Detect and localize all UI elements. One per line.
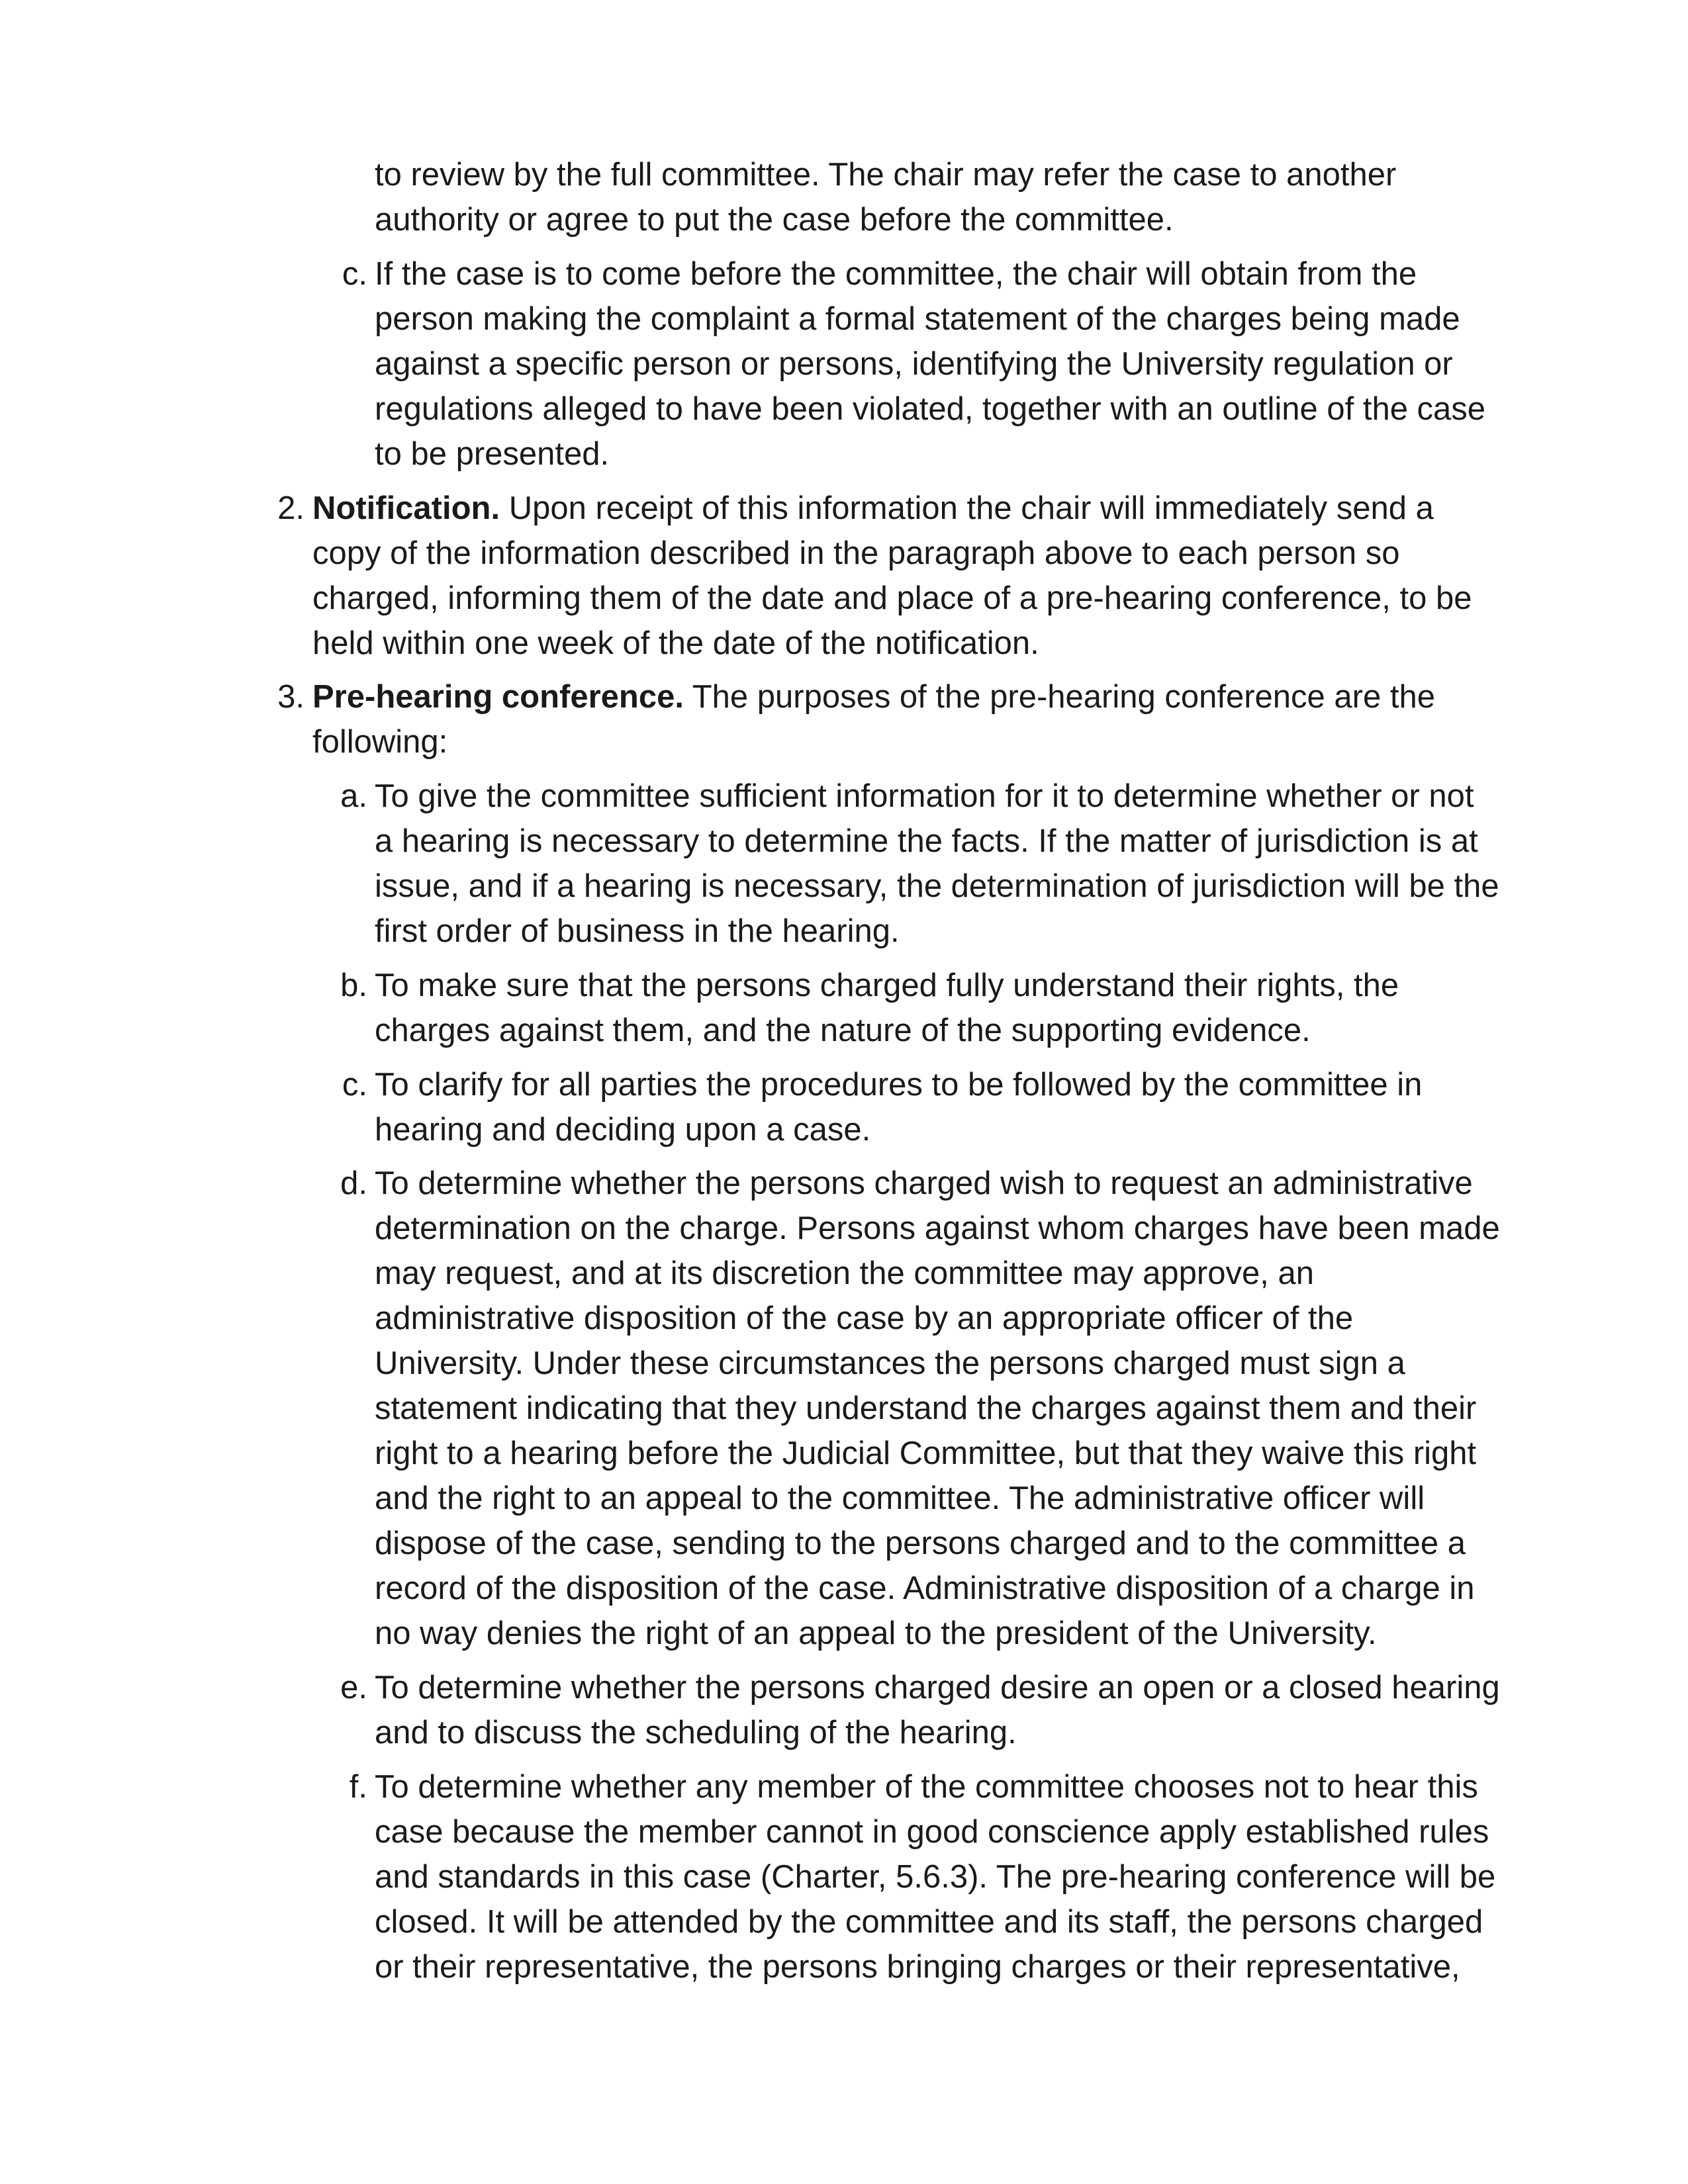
item-1c-line: against a specific person or persons, identifying the University regulation or [375,346,1453,382]
list-marker-3c: c. [342,1067,367,1103]
item-3d-line: no way denies the right of an appeal to the president of the University. [375,1615,1377,1651]
intro-line: to review by the full committee. The chair may refer the case to another [375,157,1397,193]
item-3e-line: To determine whether the persons charged desire an open or a closed hearing [375,1670,1500,1706]
item-3f-line: closed. It will be attended by the committee and its staff, the persons charged [375,1904,1483,1940]
item-2-line: copy of the information described in the paragraph above to each person so [312,535,1400,571]
list-marker-3d: d. [340,1165,367,1201]
item-3c-line: To clarify for all parties the procedures to be followed by the committee in [375,1067,1423,1103]
list-marker-3a: a. [340,778,367,814]
item-3-text: The purposes of the pre-hearing conference are the [683,679,1435,715]
item-1c-line: regulations alleged to have been violated, together with an outline of the case [375,391,1486,427]
item-3d-line: statement indicating that they understand the charges against them and their [375,1390,1477,1426]
item-3a-line: To give the committee sufficient information for it to determine whether or not [375,778,1474,814]
item-1c-line: to be presented. [375,436,610,472]
item-2-first-line [312,486,1434,531]
item-3a-line: first order of business in the hearing. [375,913,900,949]
item-3d-line: administrative disposition of the case by an appropriate officer of the [375,1300,1354,1336]
item-2-line: charged, informing them of the date and place of a pre-hearing conference, to be [312,580,1472,616]
item-3e-line: and to discuss the scheduling of the hearing. [375,1715,1017,1751]
item-3f-line: case because the member cannot in good conscience apply established rules [375,1814,1489,1850]
item-1c-line: If the case is to come before the committee, the chair will obtain from the [375,256,1417,292]
item-3c-line: hearing and deciding upon a case. [375,1112,871,1148]
intro-line: authority or agree to put the case before the committee. [375,202,1174,238]
list-marker-3: 3. [277,679,305,715]
item-3-heading: Pre-hearing conference. [312,679,684,715]
list-marker-3e: e. [340,1670,367,1706]
item-3a-line: issue, and if a hearing is necessary, the determination of jurisdiction will be the [375,868,1499,904]
item-3-line: following: [312,724,448,760]
item-3d-line: and the right to an appeal to the committee. The administrative officer will [375,1480,1425,1516]
list-marker-1c: c. [342,256,367,292]
item-2-line: held within one week of the date of the notification. [312,625,1039,661]
item-1c-line: person making the complaint a formal statement of the charges being made [375,301,1460,337]
item-3d-line: determination on the charge. Persons against whom charges have been made [375,1210,1500,1246]
item-3d-line: right to a hearing before the Judicial Committee, but that they waive this right [375,1435,1477,1471]
item-3d-line: dispose of the case, sending to the persons charged and to the committee a [375,1525,1466,1561]
item-3f-line: or their representative, the persons bringing charges or their representative, [375,1949,1460,1985]
list-marker-2: 2. [277,490,305,526]
list-marker-3f: f. [349,1769,367,1805]
item-3d-line: may request, and at its discretion the committee may approve, an [375,1255,1314,1291]
list-marker-3b: b. [340,968,367,1003]
item-3b-line: charges against them, and the nature of the supporting evidence. [375,1013,1311,1048]
item-3b-line: To make sure that the persons charged fully understand their rights, the [375,968,1399,1003]
item-3d-line: record of the disposition of the case. Administrative disposition of a charge in [375,1570,1475,1606]
item-3d-line: To determine whether the persons charged wish to request an administrative [375,1165,1473,1201]
item-3f-line: and standards in this case (Charter, 5.6.3). The pre-hearing conference will be [375,1859,1496,1895]
item-3a-line: a hearing is necessary to determine the facts. If the matter of jurisdiction is at [375,823,1478,859]
item-3d-line: University. Under these circumstances the persons charged must sign a [375,1345,1405,1381]
item-3f-line: To determine whether any member of the committee chooses not to hear this [375,1769,1478,1805]
item-2-text: Upon receipt of this information the chair will immediately send a [500,490,1434,526]
item-2-heading: Notification. [312,490,500,526]
item-3-first-line [312,674,1435,719]
